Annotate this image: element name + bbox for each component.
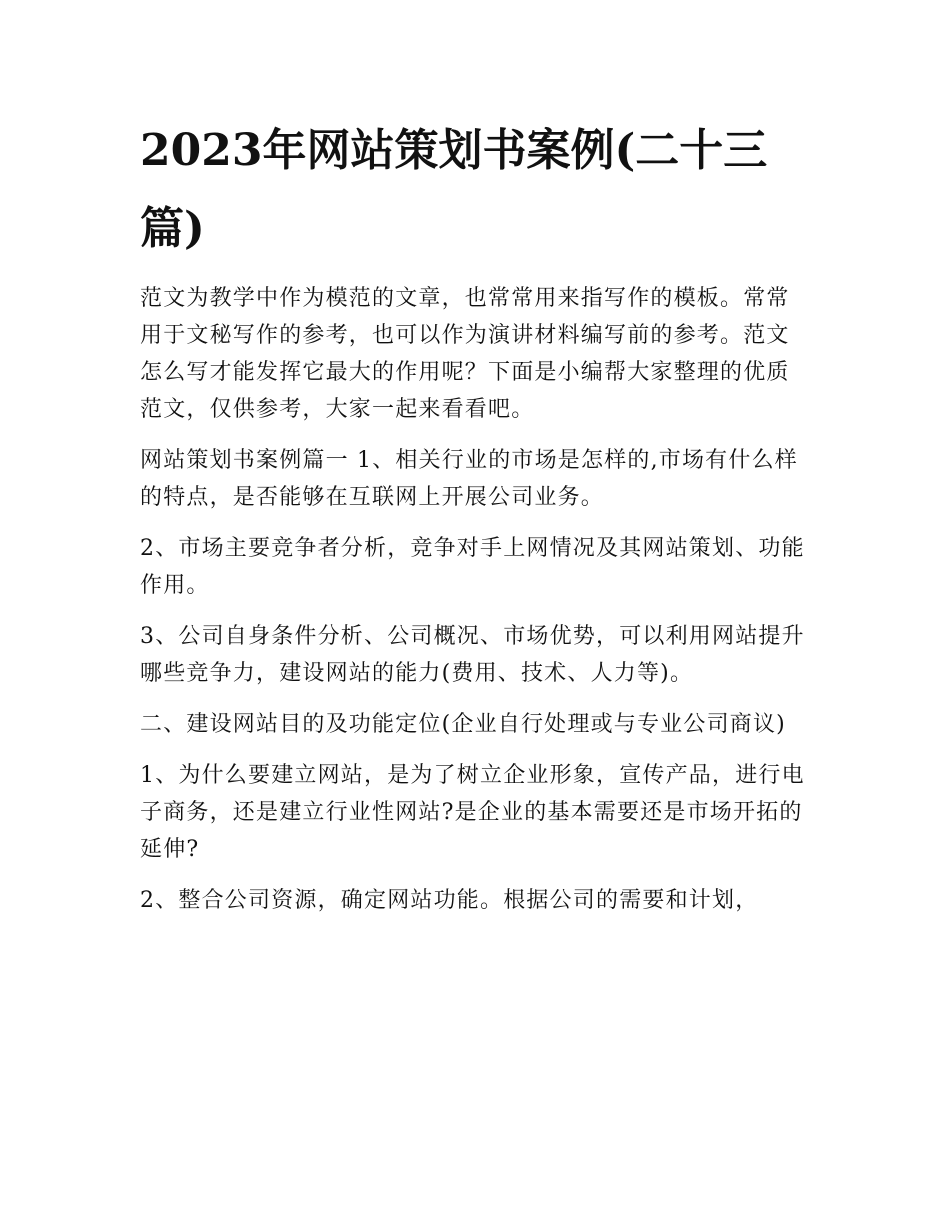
section-two-heading: 二、建设网站目的及功能定位(企业自行处理或与专业公司商议) <box>140 712 786 737</box>
intro-paragraph: 范文为教学中作为模范的文章，也常常用来指写作的模板。常常用于文秘写作的参考，也可以作为演讲材料编写前的参考。范文怎么写才能发挥它最大的作用呢？下面是小编帮大家整理的优质范文，仅供参考，大家一起来看看吧。 <box>140 286 790 422</box>
document-body <box>140 112 812 931</box>
document-title: 2023年网站策划书案例(二十三篇) <box>140 125 768 254</box>
company-analysis-paragraph: 3、公司自身条件分析、公司概况、市场优势，可以利用网站提升哪些竞争力，建设网站的能力(费用、技术、人力等)。 <box>140 624 805 686</box>
market-analysis-paragraph: 网站策划书案例篇一 1、相关行业的市场是怎样的,市场有什么样的特点，是否能够在互联网上开展公司业务。 <box>140 448 798 510</box>
competitor-analysis-paragraph: 2、市场主要竞争者分析，竞争对手上网情况及其网站策划、功能作用。 <box>140 536 805 598</box>
resources-paragraph: 2、整合公司资源，确定网站功能。根据公司的需要和计划， <box>140 888 759 913</box>
purpose-paragraph: 1、为什么要建立网站，是为了树立企业形象，宣传产品，进行电子商务，还是建立行业性网站?是企业的基本需要还是市场开拓的延伸? <box>140 763 805 862</box>
